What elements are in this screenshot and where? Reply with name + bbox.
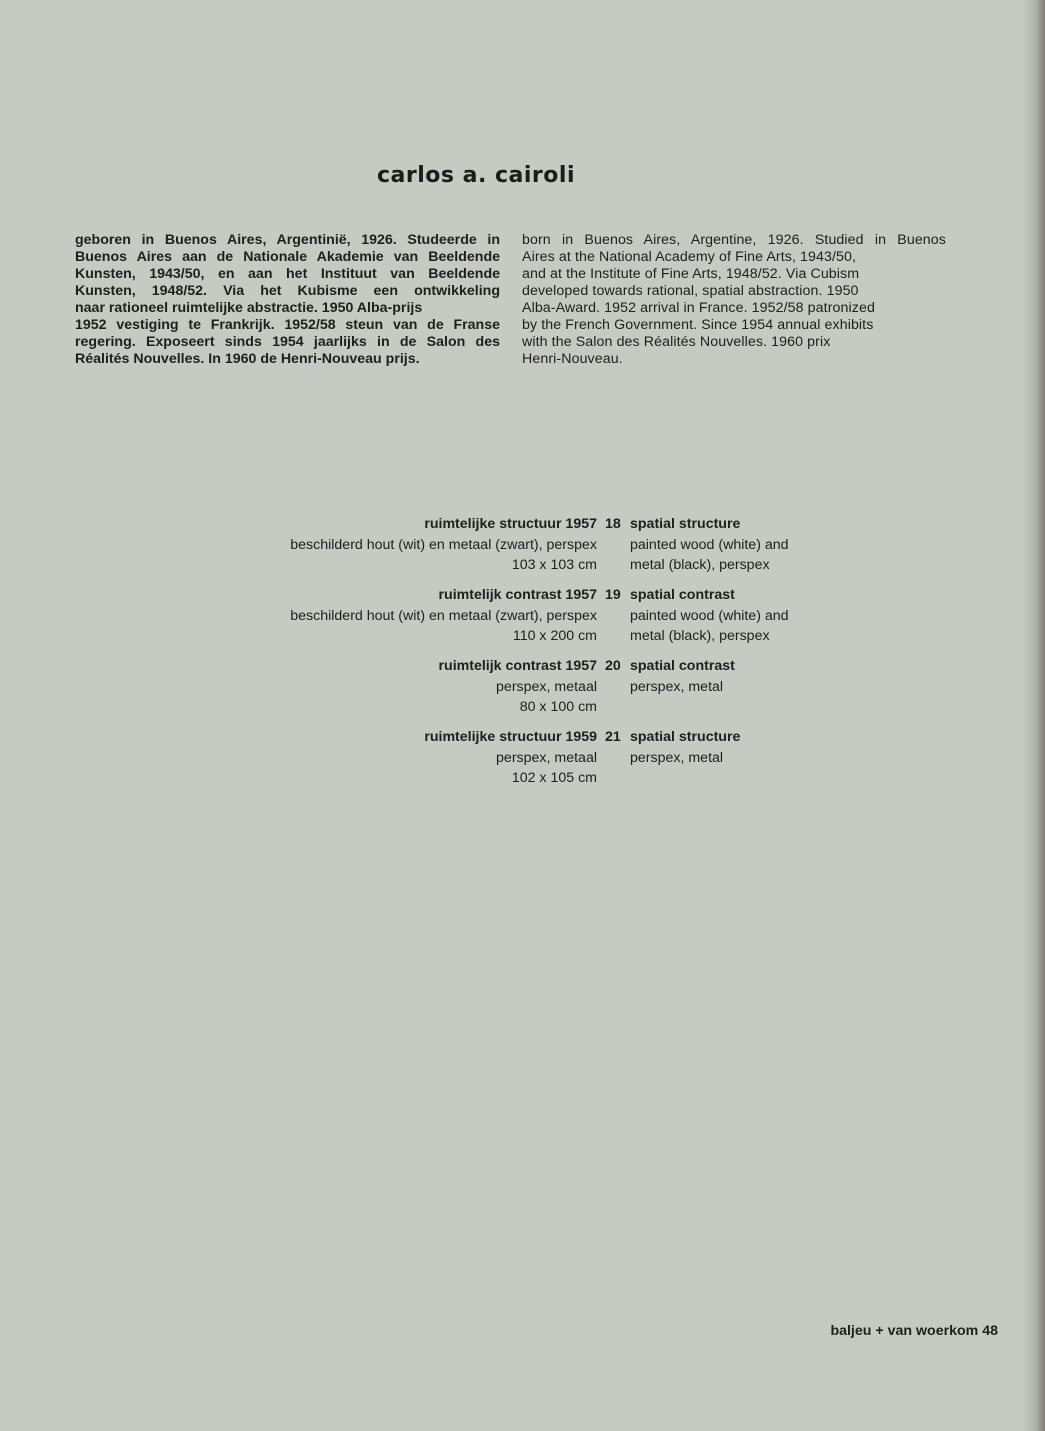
bio-nl-line: Réalités Nouvelles. In 1960 de Henri-Nouveau prijs.	[75, 351, 420, 367]
bio-en-line: Alba-Award. 1952 arrival in France. 1952/58 patronized	[522, 300, 875, 316]
work-title-en: spatial contrast	[630, 658, 735, 674]
bio-nl-line: naar rationeel ruimtelijke abstractie. 1950 Alba-prijs	[75, 300, 423, 316]
work-title-en: spatial contrast	[630, 587, 735, 603]
biography-dutch	[75, 232, 500, 368]
bio-nl-line: regering. Exposeert sinds 1954 jaarlijks in de Salon des	[75, 334, 500, 350]
work-material-en: perspex, metal	[630, 678, 724, 695]
work-material-en: metal (black), perspex	[630, 628, 770, 644]
work-size: 102 x 105 cm	[511, 770, 597, 786]
work-material-nl: perspex, metaal	[496, 749, 597, 766]
work-english-caption	[630, 727, 740, 768]
bio-en-line: Henri-Nouveau.	[522, 351, 623, 367]
work-number: 18	[605, 516, 621, 532]
work-size: 110 x 200 cm	[512, 628, 597, 644]
biography-english	[522, 232, 946, 368]
work-title-en: spatial structure	[630, 729, 741, 745]
works-list	[0, 514, 1045, 798]
bio-nl-line: geboren in Buenos Aires, Argentinië, 1926. Studeerde in	[75, 232, 500, 248]
work-entry	[0, 514, 1045, 585]
work-english-caption	[630, 656, 735, 697]
work-material-nl: beschilderd hout (wit) en metaal (zwart), perspex	[290, 607, 597, 624]
work-number: 21	[605, 729, 621, 745]
page-footer: baljeu + van woerkom 48	[830, 1323, 998, 1339]
work-dutch-caption	[424, 727, 597, 789]
bio-en-line: Aires at the National Academy of Fine Arts, 1943/50,	[522, 249, 857, 265]
bio-nl-line: Kunsten, 1948/52. Via het Kubisme een ontwikkeling	[75, 283, 500, 299]
work-number: 20	[605, 658, 621, 674]
work-dutch-caption	[439, 656, 598, 718]
work-size: 103 x 103 cm	[511, 557, 597, 573]
bio-en-line: developed towards rational, spatial abstraction. 1950	[522, 283, 859, 299]
work-size: 80 x 100 cm	[519, 699, 597, 715]
work-number: 19	[605, 587, 621, 603]
work-title-en: spatial structure	[630, 516, 741, 532]
work-material-en: metal (black), perspex	[630, 557, 770, 573]
bio-nl-line: Kunsten, 1943/50, en aan het Instituut van Beeldende	[75, 266, 500, 282]
bio-nl-line: Buenos Aires aan de Nationale Akademie van Beeldende	[75, 249, 500, 265]
bio-en-line: by the French Government. Since 1954 annual exhibits	[522, 317, 874, 333]
work-english-caption	[630, 514, 789, 576]
work-material-en: perspex, metal	[630, 749, 724, 766]
work-material-nl: perspex, metaal	[496, 678, 597, 695]
work-title-nl: ruimtelijk contrast 1957	[438, 587, 597, 603]
work-title-nl: ruimtelijke structuur 1957	[424, 516, 597, 532]
work-dutch-caption	[290, 514, 597, 576]
work-material-nl: beschilderd hout (wit) en metaal (zwart), perspex	[290, 536, 597, 553]
bio-en-line: and at the Institute of Fine Arts, 1948/52. Via Cubism	[522, 266, 860, 282]
bio-en-line: born in Buenos Aires, Argentine, 1926. Studied in Buenos	[522, 232, 946, 248]
bio-nl-line: 1952 vestiging te Frankrijk. 1952/58 steun van de Franse	[75, 317, 500, 333]
work-material-en: painted wood (white) and	[630, 536, 789, 553]
work-entry	[0, 585, 1045, 656]
work-entry	[0, 656, 1045, 727]
work-title-nl: ruimtelijke structuur 1959	[424, 729, 597, 745]
work-english-caption	[630, 585, 789, 647]
page-title: carlos a. cairoli	[377, 163, 575, 188]
bio-en-line: with the Salon des Réalités Nouvelles. 1960 prix	[522, 334, 831, 350]
work-material-en: painted wood (white) and	[630, 607, 789, 624]
work-title-nl: ruimtelijk contrast 1957	[438, 658, 597, 674]
work-dutch-caption	[290, 585, 597, 647]
work-entry	[0, 727, 1045, 798]
